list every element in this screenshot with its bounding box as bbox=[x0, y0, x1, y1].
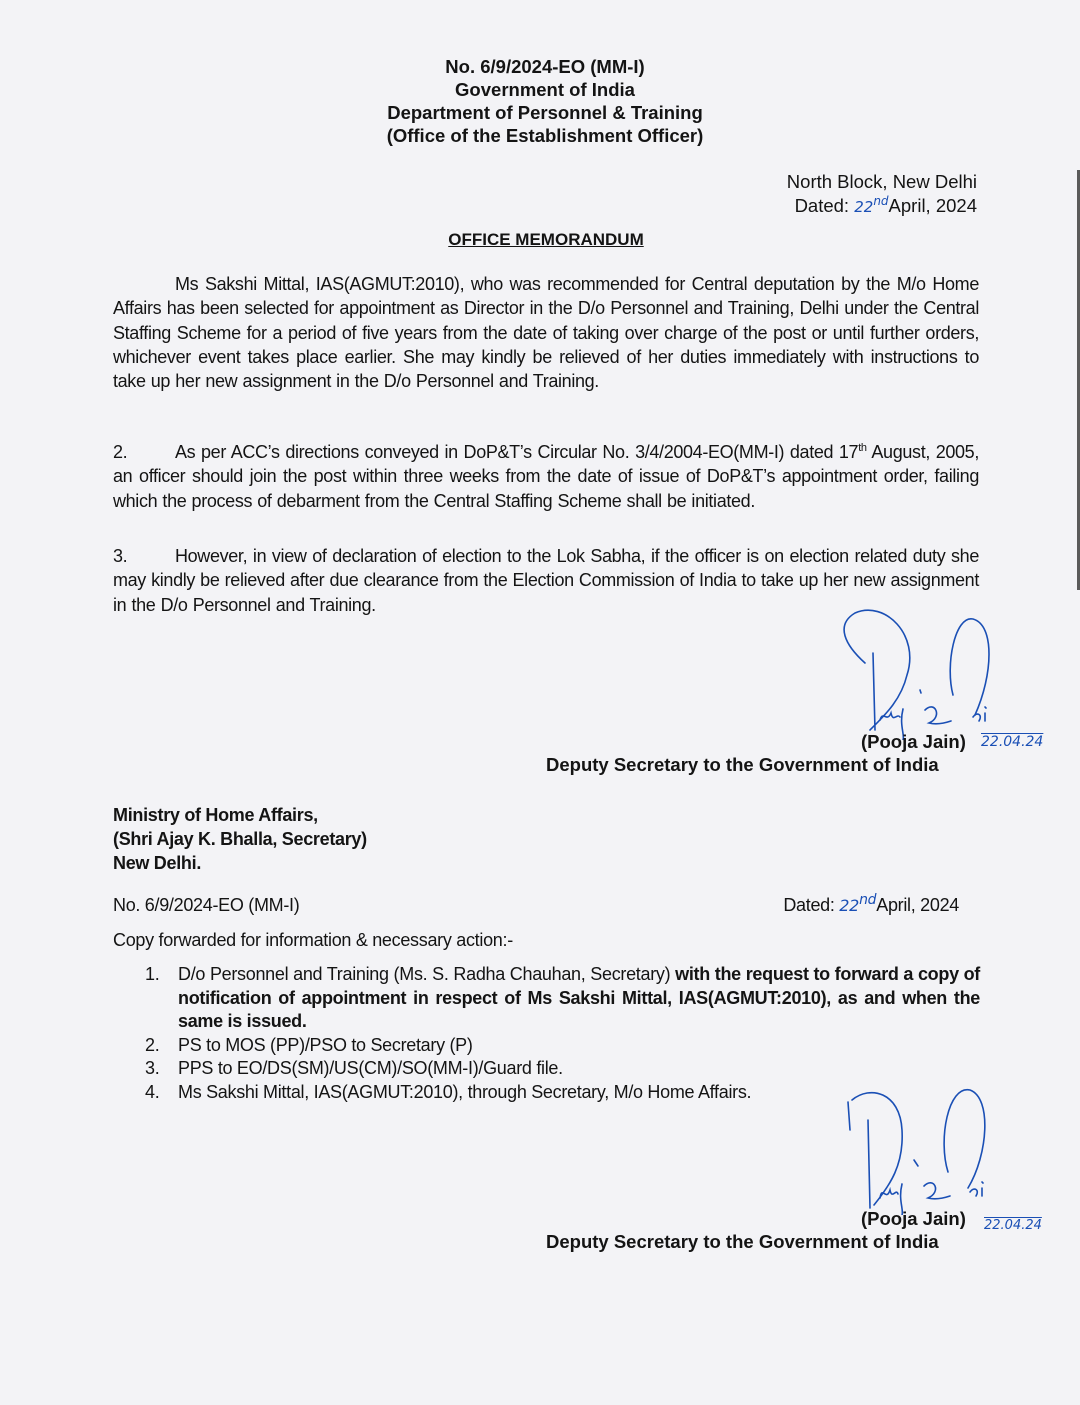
list-item-bold-text: with the request to forward a copy of notification of appointment in respect of Ms Sakshi Mittal, IAS(AGMUT:2010), as and when the same is issued. bbox=[178, 964, 980, 1031]
copy-file-number: No. 6/9/2024-EO (MM-I) bbox=[113, 895, 300, 915]
list-item-number: 4. bbox=[145, 1081, 160, 1102]
addressee-block bbox=[113, 803, 367, 875]
handwritten-suffix: nd bbox=[859, 892, 877, 908]
copy-date bbox=[783, 892, 959, 916]
paragraph-1-text: Ms Sakshi Mittal, IAS(AGMUT:2010), who was recommended for Central deputation by the M/o Home Affairs has been selected for appointment as Director in the D/o Personnel and Training, Delhi under the Central Staffing Scheme for a period of five years from the date of taking over charge of the post or until further orders, whichever event takes place earlier. She may kindly be relieved of her duties immediately with instructions to take up her new assignment in the D/o Personnel and Training. bbox=[113, 274, 979, 392]
paragraph-2 bbox=[113, 440, 979, 513]
list-item bbox=[145, 963, 980, 1034]
signatory-designation: Deputy Secretary to the Government of India bbox=[546, 754, 939, 775]
paragraph-2-text-b: August, 2005, an officer should join the post within three weeks from the date of issue of DoP&T’s appointment order, failing which the process of debarment from the Central Staffing Scheme shall be initiated. bbox=[113, 442, 979, 511]
addressee-line-1: Ministry of Home Affairs, bbox=[113, 805, 318, 825]
office-name: (Office of the Establishment Officer) bbox=[386, 125, 704, 146]
government-name: Government of India bbox=[455, 79, 635, 100]
place-date bbox=[795, 194, 977, 219]
paragraph-1 bbox=[113, 272, 979, 393]
handwritten-day: 22 bbox=[839, 896, 860, 915]
handwritten-signature-2 bbox=[830, 1080, 1010, 1215]
place-location: North Block, New Delhi bbox=[786, 171, 977, 192]
handwritten-day: 22 bbox=[854, 198, 874, 216]
list-item bbox=[145, 1034, 980, 1058]
addressee-line-2: (Shri Ajay K. Bhalla, Secretary) bbox=[113, 829, 367, 849]
department-name: Department of Personnel & Training bbox=[387, 102, 703, 123]
handwritten-signature-1 bbox=[825, 605, 1005, 740]
paragraph-number: 3. bbox=[113, 546, 128, 566]
file-number: No. 6/9/2024-EO (MM-I) bbox=[445, 56, 645, 77]
signatory-name: (Pooja Jain) bbox=[861, 731, 966, 752]
list-item-text: PS to MOS (PP)/PSO to Secretary (P) bbox=[178, 1034, 473, 1055]
memo-title: OFFICE MEMORANDUM bbox=[448, 230, 644, 249]
dated-label: Dated: bbox=[783, 895, 835, 915]
ordinal-suffix: th bbox=[858, 442, 867, 454]
dated-label: Dated: bbox=[794, 195, 850, 216]
signature-date: 22.04.24 bbox=[984, 1218, 1042, 1233]
list-item-text: D/o Personnel and Training (Ms. S. Radha Chauhan, Secretary) bbox=[178, 964, 676, 984]
list-item bbox=[145, 1057, 980, 1081]
dated-rest: April, 2024 bbox=[876, 895, 959, 915]
signature-date: 22.04.24 bbox=[981, 734, 1044, 750]
list-item-number: 3. bbox=[145, 1058, 160, 1078]
addressee-line-3: New Delhi. bbox=[113, 853, 202, 873]
paragraph-3-text: However, in view of declaration of election to the Lok Sabha, if the officer is on election related duty she may kindly be relieved after due clearance from the Election Commission of India to take up her new assignment in the D/o Personnel and Training. bbox=[113, 546, 979, 615]
signatory-designation: Deputy Secretary to the Government of India bbox=[546, 1231, 939, 1252]
handwritten-suffix: nd bbox=[873, 193, 889, 208]
list-item-number: 2. bbox=[145, 1034, 160, 1055]
list-item-number: 1. bbox=[145, 964, 160, 984]
paragraph-number: 2. bbox=[113, 442, 128, 462]
list-item-text: Ms Sakshi Mittal, IAS(AGMUT:2010), through Secretary, M/o Home Affairs. bbox=[178, 1081, 752, 1102]
signatory-name: (Pooja Jain) bbox=[861, 1208, 966, 1229]
copy-intro: Copy forwarded for information & necessary action:- bbox=[113, 930, 513, 950]
list-item-text: PPS to EO/DS(SM)/US(CM)/SO(MM-I)/Guard file. bbox=[178, 1058, 563, 1078]
dated-rest: April, 2024 bbox=[888, 195, 977, 216]
paragraph-2-text-a: As per ACC’s directions conveyed in DoP&T’s Circular No. 3/4/2004-EO(MM-I) dated 17 bbox=[175, 442, 859, 462]
